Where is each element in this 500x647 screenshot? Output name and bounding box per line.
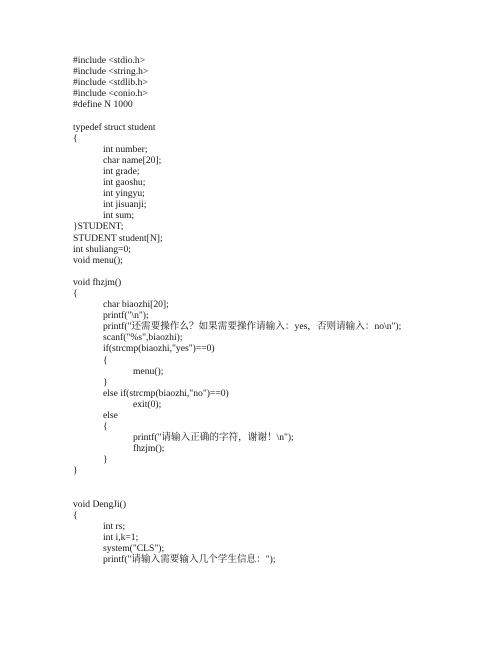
code-line: int jisuanji; [103,199,147,211]
code-line: } [103,454,108,466]
code-line: menu(); [133,365,164,377]
code-line: void menu(); [73,254,123,266]
blank-line [73,477,493,488]
code-line: char name[20]; [103,154,162,166]
code-line: printf("请输入正确的字符，谢谢！\n"); [133,432,294,444]
code-line: int grade; [103,165,140,177]
code-line: typedef struct student [73,121,156,133]
code-line: { [73,287,78,299]
code-line: } [73,465,78,477]
code-line: { [103,421,108,433]
code-line: { [73,509,78,521]
code-line: int gaoshu; [103,177,146,189]
code-line: printf("请输入需要输入几个学生信息："); [103,554,276,566]
code-line: printf("还需要操作么？如果需要操作请输入：yes，否则请输入：no\n"); [103,321,402,333]
code-line: int yingyu; [103,188,145,200]
blank-line [73,110,493,121]
code-listing [73,55,493,565]
code-line: int rs; [103,520,126,532]
code-line: #include <stdlib.h> [73,77,148,89]
code-line: int sum; [103,210,135,222]
code-line: #include <conio.h> [73,88,148,100]
blank-line [73,266,493,277]
code-line: } [103,376,108,388]
code-line: int i,k=1; [103,532,139,544]
code-line: #include <string.h> [73,66,149,78]
code-line: { [73,132,78,144]
code-line: #define N 1000 [73,99,133,111]
code-line: if(strcmp(biaozhi,"yes")==0) [103,343,215,355]
code-line: void fhzjm() [73,276,122,288]
code-line: int shuliang=0; [73,243,131,255]
blank-line [73,488,493,499]
code-line: printf("\n"); [103,310,149,322]
code-line: int number; [103,143,148,155]
code-line: #include <stdio.h> [73,55,146,66]
code-line: { [103,354,108,366]
code-line: fhzjm(); [133,443,165,455]
code-line: else if(strcmp(biaozhi,"no")==0) [103,387,229,399]
code-line: char biaozhi[20]; [103,299,169,311]
code-line: }STUDENT; [73,221,124,233]
code-line: STUDENT student[N]; [73,232,163,244]
code-line: exit(0); [133,398,162,410]
code-line: else [103,410,118,421]
code-line: system("CLS"); [103,543,165,555]
code-line: void DengJi() [73,498,127,510]
code-line: scanf("%s",biaozhi); [103,332,183,344]
